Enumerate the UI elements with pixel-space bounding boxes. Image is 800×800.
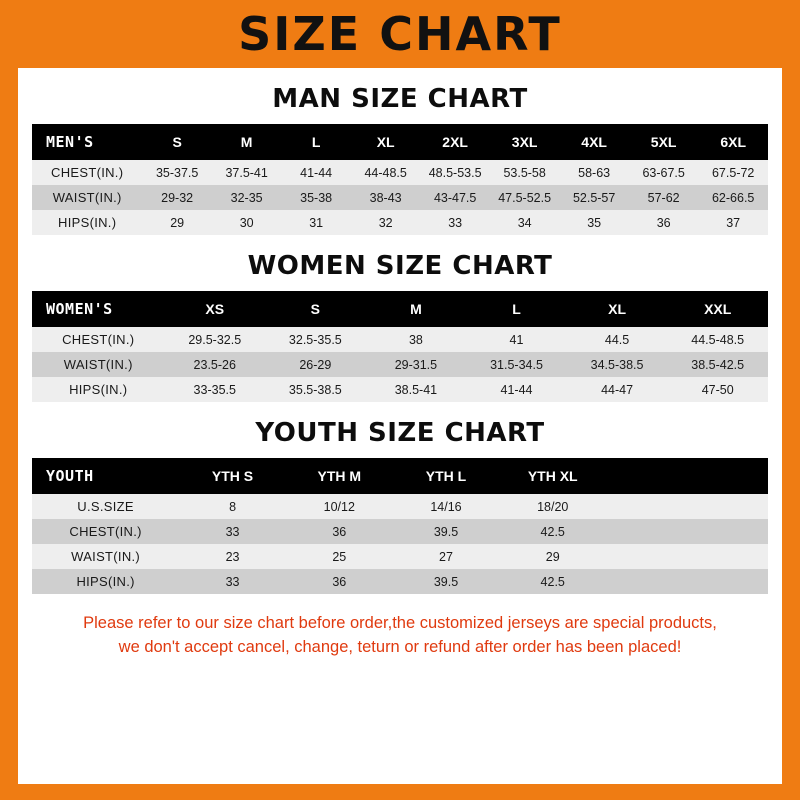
footer-note <box>32 612 768 660</box>
table-cell: 33 <box>179 519 286 544</box>
man-col-l: L <box>281 124 351 160</box>
women-col-m: M <box>366 291 467 327</box>
table-cell: 41-44 <box>281 160 351 185</box>
women-size-table <box>32 291 768 402</box>
table-cell: 52.5-57 <box>559 185 629 210</box>
table-cell: 32.5-35.5 <box>265 327 366 352</box>
table-cell: 25 <box>286 544 393 569</box>
table-cell: 63-67.5 <box>629 160 699 185</box>
table-cell: 35-37.5 <box>142 160 212 185</box>
page-title: SIZE CHART <box>238 7 562 61</box>
table-cell: 32 <box>351 210 421 235</box>
man-col-2xl: 2XL <box>420 124 490 160</box>
table-cell: 29.5-32.5 <box>164 327 265 352</box>
women-row-head-label: WOMEN'S <box>32 291 164 327</box>
table-cell: 8 <box>179 494 286 519</box>
table-cell: 33-35.5 <box>164 377 265 402</box>
header-banner <box>0 0 800 68</box>
footer-note-line-1: Please refer to our size chart before order,the customized jerseys are special products, <box>83 614 717 632</box>
section-women-size-chart <box>32 251 768 402</box>
table-row <box>32 494 768 519</box>
table-cell: 38 <box>366 327 467 352</box>
man-col-5xl: 5XL <box>629 124 699 160</box>
table-cell: 18/20 <box>499 494 606 519</box>
youth-col-s: YTH S <box>179 458 286 494</box>
table-row <box>32 185 768 210</box>
table-cell: 29 <box>499 544 606 569</box>
table-row <box>32 569 768 594</box>
women-table-body <box>32 327 768 402</box>
table-cell: 44-47 <box>567 377 668 402</box>
women-table-header <box>32 291 768 327</box>
section-title-women: WOMEN SIZE CHART <box>247 251 553 281</box>
man-size-table <box>32 124 768 235</box>
footer-banner <box>0 784 800 800</box>
man-row-head-label: MEN'S <box>32 124 142 160</box>
table-cell: 67.5-72 <box>698 160 768 185</box>
youth-col-spacer <box>606 458 768 494</box>
man-row-label-waist: WAIST(IN.) <box>32 185 142 210</box>
table-cell-spacer <box>606 519 768 544</box>
women-col-s: S <box>265 291 366 327</box>
man-col-m: M <box>212 124 282 160</box>
table-cell: 35 <box>559 210 629 235</box>
table-cell: 29 <box>142 210 212 235</box>
table-cell: 57-62 <box>629 185 699 210</box>
women-col-xxl: XXL <box>667 291 768 327</box>
table-row <box>32 544 768 569</box>
table-header-row <box>32 458 768 494</box>
women-row-label-waist: WAIST(IN.) <box>32 352 164 377</box>
table-cell: 35.5-38.5 <box>265 377 366 402</box>
table-cell: 29-31.5 <box>366 352 467 377</box>
table-cell: 48.5-53.5 <box>420 160 490 185</box>
women-row-label-hips: HIPS(IN.) <box>32 377 164 402</box>
table-cell: 31.5-34.5 <box>466 352 567 377</box>
table-cell: 27 <box>393 544 500 569</box>
youth-col-l: YTH L <box>393 458 500 494</box>
table-cell: 39.5 <box>393 519 500 544</box>
table-row <box>32 210 768 235</box>
table-cell: 62-66.5 <box>698 185 768 210</box>
table-row <box>32 352 768 377</box>
youth-table-header <box>32 458 768 494</box>
youth-col-m: YTH M <box>286 458 393 494</box>
table-cell: 29-32 <box>142 185 212 210</box>
man-row-label-chest: CHEST(IN.) <box>32 160 142 185</box>
table-cell: 34 <box>490 210 560 235</box>
women-row-label-chest: CHEST(IN.) <box>32 327 164 352</box>
table-cell: 35-38 <box>281 185 351 210</box>
table-row <box>32 377 768 402</box>
table-cell: 38-43 <box>351 185 421 210</box>
table-cell: 44-48.5 <box>351 160 421 185</box>
table-cell: 42.5 <box>499 519 606 544</box>
section-youth-size-chart <box>32 418 768 594</box>
table-cell: 33 <box>179 569 286 594</box>
youth-col-xl: YTH XL <box>499 458 606 494</box>
women-col-l: L <box>466 291 567 327</box>
table-cell: 32-35 <box>212 185 282 210</box>
table-cell: 23 <box>179 544 286 569</box>
table-cell: 43-47.5 <box>420 185 490 210</box>
table-cell: 34.5-38.5 <box>567 352 668 377</box>
man-col-6xl: 6XL <box>698 124 768 160</box>
table-cell: 30 <box>212 210 282 235</box>
table-header-row <box>32 124 768 160</box>
table-row <box>32 160 768 185</box>
table-cell-spacer <box>606 544 768 569</box>
table-cell: 53.5-58 <box>490 160 560 185</box>
table-header-row <box>32 291 768 327</box>
table-cell: 47-50 <box>667 377 768 402</box>
table-cell: 33 <box>420 210 490 235</box>
chart-content <box>18 84 782 660</box>
table-cell: 44.5-48.5 <box>667 327 768 352</box>
table-cell: 44.5 <box>567 327 668 352</box>
women-col-xs: XS <box>164 291 265 327</box>
table-cell: 31 <box>281 210 351 235</box>
table-cell: 42.5 <box>499 569 606 594</box>
man-row-label-hips: HIPS(IN.) <box>32 210 142 235</box>
table-cell-spacer <box>606 569 768 594</box>
table-cell: 36 <box>629 210 699 235</box>
youth-row-label-us-size: U.S.SIZE <box>32 494 179 519</box>
table-cell: 37 <box>698 210 768 235</box>
section-title-man: MAN SIZE CHART <box>272 84 528 114</box>
man-table-header <box>32 124 768 160</box>
table-cell: 39.5 <box>393 569 500 594</box>
table-cell: 38.5-42.5 <box>667 352 768 377</box>
table-cell-spacer <box>606 494 768 519</box>
table-row <box>32 327 768 352</box>
table-cell: 47.5-52.5 <box>490 185 560 210</box>
youth-row-label-waist: WAIST(IN.) <box>32 544 179 569</box>
table-cell: 58-63 <box>559 160 629 185</box>
table-row <box>32 519 768 544</box>
youth-row-label-hips: HIPS(IN.) <box>32 569 179 594</box>
man-table-body <box>32 160 768 235</box>
youth-size-table <box>32 458 768 594</box>
table-cell: 26-29 <box>265 352 366 377</box>
table-cell: 36 <box>286 519 393 544</box>
footer-note-line-2: we don't accept cancel, change, teturn or refund after order has been placed! <box>118 637 682 656</box>
youth-table-body <box>32 494 768 594</box>
table-cell: 23.5-26 <box>164 352 265 377</box>
table-cell: 38.5-41 <box>366 377 467 402</box>
section-man-size-chart <box>32 84 768 235</box>
table-cell: 37.5-41 <box>212 160 282 185</box>
man-col-s: S <box>142 124 212 160</box>
youth-row-head-label: YOUTH <box>32 458 179 494</box>
women-col-xl: XL <box>567 291 668 327</box>
table-cell: 41-44 <box>466 377 567 402</box>
youth-row-label-chest: CHEST(IN.) <box>32 519 179 544</box>
table-cell: 36 <box>286 569 393 594</box>
section-title-youth: YOUTH SIZE CHART <box>255 418 545 448</box>
man-col-3xl: 3XL <box>490 124 560 160</box>
man-col-xl: XL <box>351 124 421 160</box>
table-cell: 10/12 <box>286 494 393 519</box>
table-cell: 41 <box>466 327 567 352</box>
man-col-4xl: 4XL <box>559 124 629 160</box>
table-cell: 14/16 <box>393 494 500 519</box>
